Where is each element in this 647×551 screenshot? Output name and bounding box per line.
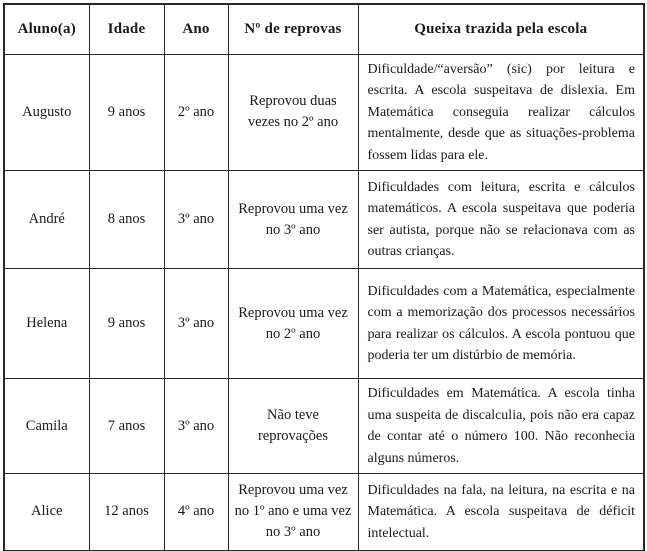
header-reprovas: Nº de reprovas	[228, 4, 358, 54]
cell-reprovas: Reprovou uma vez no 1º ano e uma vez no 3º ano	[228, 474, 358, 551]
cell-idade: 8 anos	[89, 171, 164, 269]
cell-queixa: Dificuldades com a Matemática, especialmente com a memorização dos processos necessários para realizar os cálculos. A escola pontuou que poderia ter um distúrbio de memória.	[358, 269, 644, 379]
cell-aluno: Camila	[4, 379, 89, 474]
table-row	[4, 379, 644, 474]
cell-aluno: Helena	[4, 269, 89, 379]
cell-queixa: Dificuldades em Matemática. A escola tinha uma suspeita de discalculia, pois não era capaz de contar até o número 100. Não reconhecia alguns números.	[358, 379, 644, 474]
cell-idade: 9 anos	[89, 54, 164, 171]
cell-aluno: Alice	[4, 474, 89, 551]
table-row	[4, 54, 644, 171]
cell-queixa: Dificuldade/“aversão” (sic) por leitura e escrita. A escola suspeitava de dislexia. Em Matemática conseguia realizar cálculos mentalmente, desde que as situações-problema fossem lidas para ele.	[358, 54, 644, 171]
cell-idade: 12 anos	[89, 474, 164, 551]
cell-idade: 7 anos	[89, 379, 164, 474]
cell-aluno: Augusto	[4, 54, 89, 171]
cell-reprovas: Não teve reprovações	[228, 379, 358, 474]
header-ano: Ano	[164, 4, 228, 54]
cell-reprovas: Reprovou uma vez no 2º ano	[228, 269, 358, 379]
cell-ano: 3º ano	[164, 269, 228, 379]
students-table	[3, 3, 645, 551]
cell-queixa: Dificuldades com leitura, escrita e cálculos matemáticos. A escola suspeitava que poderia ser autista, porque não se relacionava com as outras crianças.	[358, 171, 644, 269]
header-aluno: Aluno(a)	[4, 4, 89, 54]
cell-ano: 2º ano	[164, 54, 228, 171]
table-row	[4, 474, 644, 551]
cell-queixa: Dificuldades na fala, na leitura, na escrita e na Matemática. A escola suspeitava de déficit intelectual.	[358, 474, 644, 551]
cell-ano: 3º ano	[164, 171, 228, 269]
table-row	[4, 269, 644, 379]
table-row	[4, 171, 644, 269]
table-header-row	[4, 4, 644, 54]
cell-idade: 9 anos	[89, 269, 164, 379]
cell-reprovas: Reprovou duas vezes no 2º ano	[228, 54, 358, 171]
cell-reprovas: Reprovou uma vez no 3º ano	[228, 171, 358, 269]
header-idade: Idade	[89, 4, 164, 54]
cell-ano: 3º ano	[164, 379, 228, 474]
header-queixa: Queixa trazida pela escola	[358, 4, 644, 54]
cell-ano: 4º ano	[164, 474, 228, 551]
cell-aluno: André	[4, 171, 89, 269]
